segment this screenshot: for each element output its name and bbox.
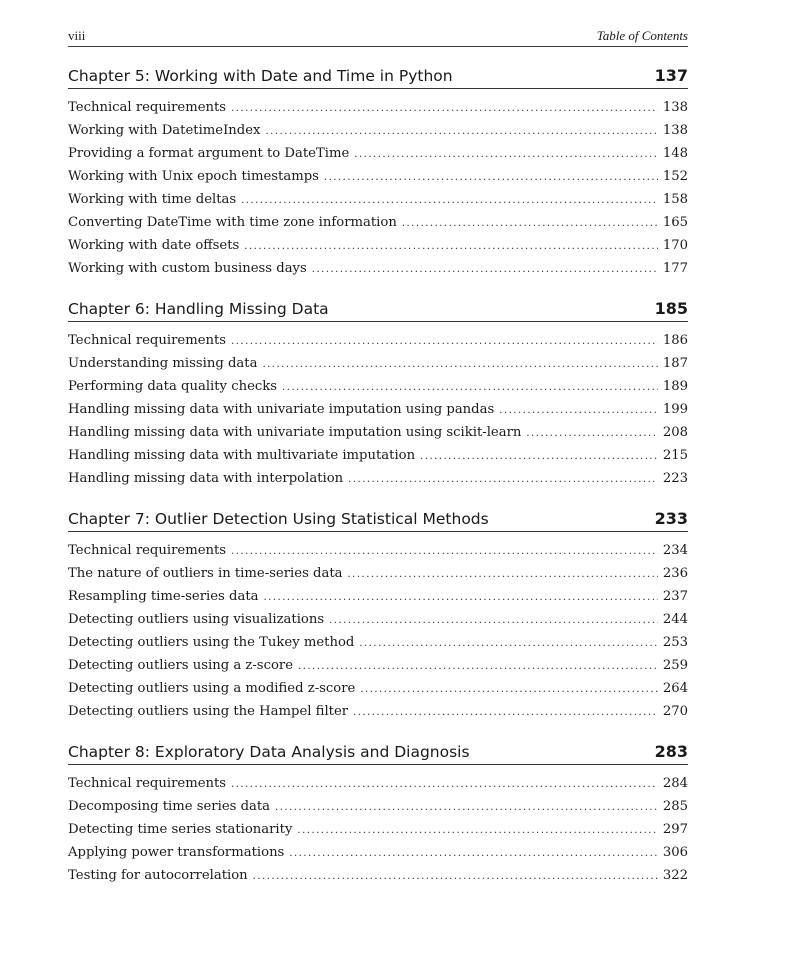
- toc-entry[interactable]: [68, 542, 688, 565]
- chapter-section: [68, 509, 688, 726]
- entry-title: Detecting outliers using a z-score: [68, 658, 294, 673]
- entry-page-number: 186: [662, 333, 688, 348]
- chapter-list: [68, 66, 688, 906]
- toc-entry[interactable]: [68, 237, 688, 260]
- dot-leader: [297, 822, 657, 840]
- entry-page-number: 148: [662, 146, 688, 161]
- entry-page-number: 236: [662, 566, 688, 581]
- toc-entry[interactable]: [68, 122, 688, 145]
- entry-page-number: 177: [662, 261, 688, 276]
- toc-entry[interactable]: [68, 470, 688, 493]
- entry-page-number: 158: [662, 192, 688, 207]
- entry-title: Technical requirements: [68, 776, 227, 791]
- entry-title: Performing data quality checks: [68, 379, 278, 394]
- entry-title: Providing a format argument to DateTime: [68, 146, 350, 161]
- toc-entry[interactable]: [68, 168, 688, 191]
- chapter-page-number: 137: [654, 66, 688, 85]
- dot-leader: [329, 612, 658, 630]
- toc-entry[interactable]: [68, 565, 688, 588]
- toc-entry[interactable]: [68, 447, 688, 470]
- chapter-heading[interactable]: [68, 66, 688, 89]
- toc-entry[interactable]: [68, 703, 688, 726]
- entry-page-number: 215: [662, 448, 688, 463]
- chapter-title: Chapter 5: Working with Date and Time in Python: [68, 67, 453, 85]
- entry-page-number: 237: [662, 589, 688, 604]
- dot-leader: [360, 681, 657, 699]
- toc-entry[interactable]: [68, 798, 688, 821]
- entry-title: Handling missing data with univariate imputation using pandas: [68, 402, 495, 417]
- dot-leader: [289, 845, 658, 863]
- chapter-section: [68, 299, 688, 493]
- chapter-title: Chapter 6: Handling Missing Data: [68, 300, 329, 318]
- entry-title: Detecting outliers using visualizations: [68, 612, 325, 627]
- chapter-heading[interactable]: [68, 742, 688, 765]
- dot-leader: [282, 379, 658, 397]
- entry-page-number: 270: [662, 704, 688, 719]
- entry-title: Converting DateTime with time zone information: [68, 215, 397, 230]
- toc-entry[interactable]: [68, 378, 688, 401]
- dot-leader: [231, 543, 658, 561]
- dot-leader: [231, 100, 658, 118]
- entry-page-number: 284: [662, 776, 688, 791]
- entry-page-number: 244: [662, 612, 688, 627]
- chapter-title: Chapter 7: Outlier Detection Using Statistical Methods: [68, 510, 489, 528]
- entry-page-number: 189: [662, 379, 688, 394]
- entry-page-number: 199: [662, 402, 688, 417]
- entry-title: Technical requirements: [68, 543, 227, 558]
- entry-title: Applying power transformations: [68, 845, 285, 860]
- entry-title: Working with time deltas: [68, 192, 237, 207]
- entry-page-number: 187: [662, 356, 688, 371]
- toc-entry[interactable]: [68, 611, 688, 634]
- toc-entry[interactable]: [68, 214, 688, 237]
- entry-page-number: 138: [662, 100, 688, 115]
- page-folio: viii: [68, 28, 86, 43]
- dot-leader: [275, 799, 658, 817]
- toc-entry[interactable]: [68, 332, 688, 355]
- toc-entry[interactable]: [68, 657, 688, 680]
- entry-title: Handling missing data with univariate imputation using scikit-learn: [68, 425, 522, 440]
- chapter-page-number: 283: [654, 742, 688, 761]
- toc-entry[interactable]: [68, 401, 688, 424]
- entry-page-number: 253: [662, 635, 688, 650]
- toc-entry[interactable]: [68, 844, 688, 867]
- chapter-page-number: 185: [654, 299, 688, 318]
- chapter-page-number: 233: [654, 509, 688, 528]
- dot-leader: [499, 402, 658, 420]
- chapter-heading[interactable]: [68, 509, 688, 532]
- entry-page-number: 223: [662, 471, 688, 486]
- entry-title: Decomposing time series data: [68, 799, 271, 814]
- entry-title: Working with Unix epoch timestamps: [68, 169, 319, 184]
- dot-leader: [244, 238, 658, 256]
- entry-title: Handling missing data with interpolation: [68, 471, 344, 486]
- entry-title: Detecting outliers using a modified z-score: [68, 681, 356, 696]
- entry-title: Working with date offsets: [68, 238, 240, 253]
- entry-page-number: 208: [662, 425, 688, 440]
- dot-leader: [354, 146, 658, 164]
- toc-entry[interactable]: [68, 99, 688, 122]
- entry-title: Handling missing data with multivariate imputation: [68, 448, 416, 463]
- running-head: [68, 26, 688, 47]
- dot-leader: [348, 566, 658, 584]
- entry-page-number: 306: [662, 845, 688, 860]
- toc-entry[interactable]: [68, 821, 688, 844]
- entry-title: The nature of outliers in time-series data: [68, 566, 343, 581]
- entry-page-number: 297: [662, 822, 688, 837]
- dot-leader: [420, 448, 658, 466]
- entry-page-number: 138: [662, 123, 688, 138]
- entry-title: Technical requirements: [68, 333, 227, 348]
- dot-leader: [312, 261, 658, 279]
- entry-page-number: 322: [662, 868, 688, 883]
- entry-title: Detecting outliers using the Hampel filter: [68, 704, 349, 719]
- entry-page-number: 259: [662, 658, 688, 673]
- toc-entry[interactable]: [68, 588, 688, 611]
- dot-leader: [262, 356, 657, 374]
- toc-entry[interactable]: [68, 634, 688, 657]
- dot-leader: [526, 425, 657, 443]
- entry-title: Testing for autocorrelation: [68, 868, 248, 883]
- toc-entry[interactable]: [68, 775, 688, 798]
- dot-leader: [263, 589, 657, 607]
- dot-leader: [359, 635, 657, 653]
- toc-entry[interactable]: [68, 680, 688, 703]
- entry-page-number: 165: [662, 215, 688, 230]
- chapter-section: [68, 66, 688, 283]
- entry-title: Detecting outliers using the Tukey method: [68, 635, 355, 650]
- dot-leader: [253, 868, 658, 886]
- entry-title: Working with custom business days: [68, 261, 307, 276]
- toc-entry[interactable]: [68, 191, 688, 214]
- toc-entry[interactable]: [68, 867, 688, 890]
- entry-page-number: 285: [662, 799, 688, 814]
- entry-page-number: 264: [662, 681, 688, 696]
- chapter-title: Chapter 8: Exploratory Data Analysis and Diagnosis: [68, 743, 470, 761]
- toc-entry[interactable]: [68, 145, 688, 168]
- entry-page-number: 234: [662, 543, 688, 558]
- dot-leader: [402, 215, 658, 233]
- dot-leader: [324, 169, 658, 187]
- section-title: Table of Contents: [596, 28, 688, 43]
- toc-entry[interactable]: [68, 424, 688, 447]
- toc-entry[interactable]: [68, 355, 688, 378]
- entry-page-number: 170: [662, 238, 688, 253]
- dot-leader: [298, 658, 658, 676]
- chapter-heading[interactable]: [68, 299, 688, 322]
- dot-leader: [265, 123, 657, 141]
- entry-title: Technical requirements: [68, 100, 227, 115]
- entry-title: Working with DatetimeIndex: [68, 123, 261, 138]
- dot-leader: [241, 192, 658, 210]
- dot-leader: [353, 704, 658, 722]
- toc-entry[interactable]: [68, 260, 688, 283]
- entry-title: Understanding missing data: [68, 356, 258, 371]
- dot-leader: [231, 333, 658, 351]
- dot-leader: [231, 776, 658, 794]
- entry-title: Resampling time-series data: [68, 589, 259, 604]
- entry-title: Detecting time series stationarity: [68, 822, 293, 837]
- chapter-section: [68, 742, 688, 890]
- dot-leader: [348, 471, 658, 489]
- entry-page-number: 152: [662, 169, 688, 184]
